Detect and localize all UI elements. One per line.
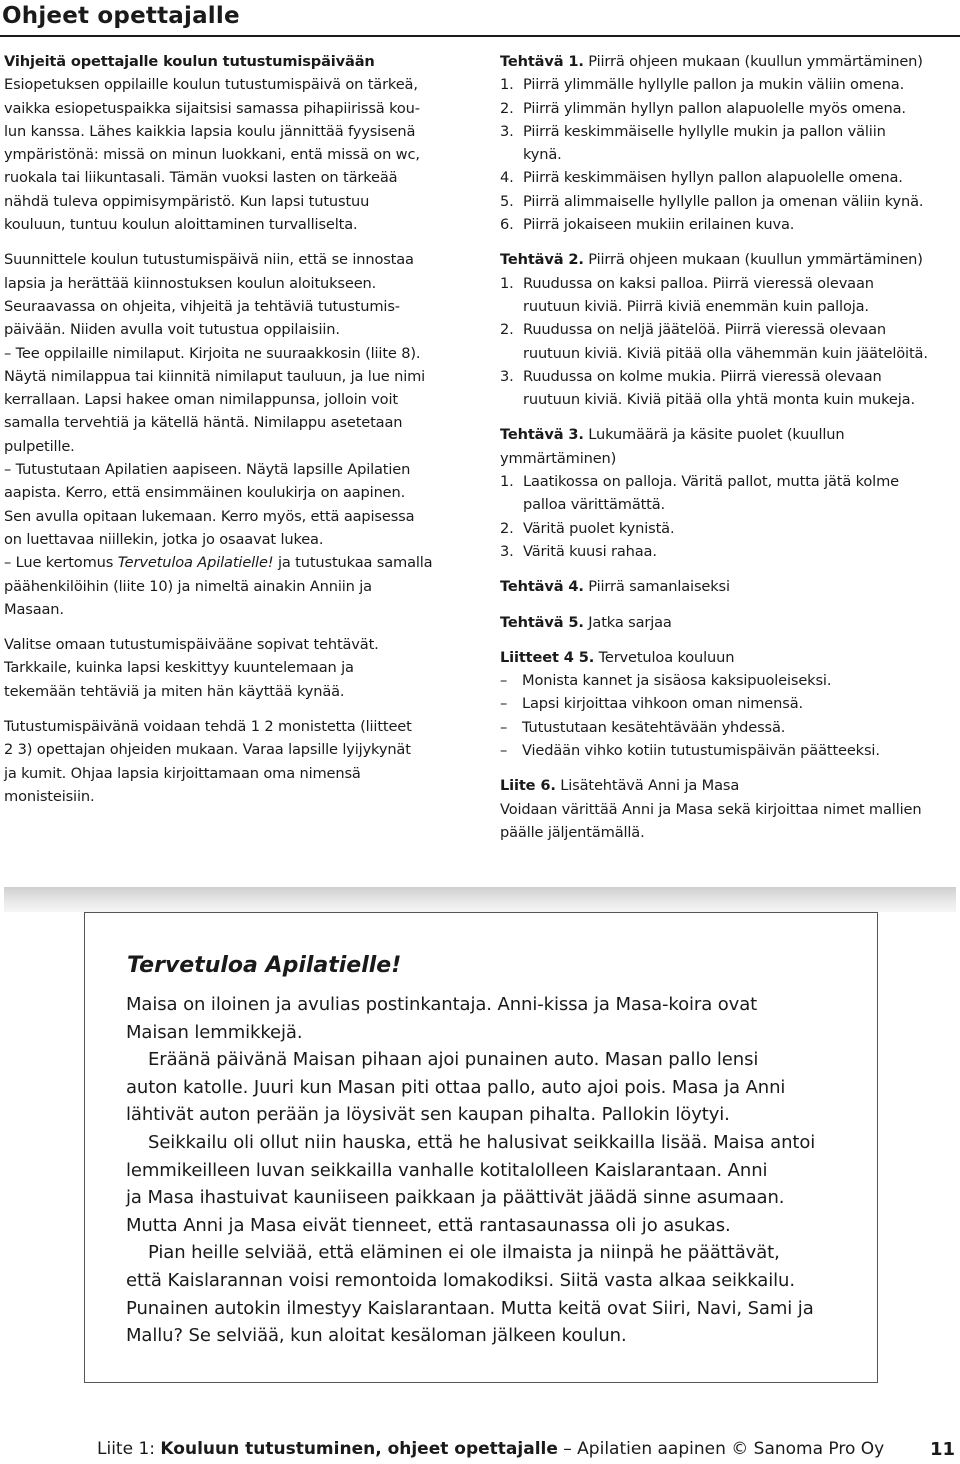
list-item-text: Ruudussa on kolme mukia. Piirrä vieressä olevaan [523,367,882,385]
list-item [500,692,958,715]
story-line: lemmikeilleen luvan seikkailla vanhalle kotitalolleen Kaislarantaan. Anni [126,1159,768,1181]
instructions-paragraph [4,248,484,551]
list-item-text: palloa värittämättä. [523,496,666,514]
text-line: lun kanssa. Lähes kaikkia lapsia koulu jännittää fyysisenä [4,122,416,140]
list-item [500,517,958,540]
story-box-shadow [4,887,956,912]
attachment-6-heading: Liite 6. Lisätehtävä Anni ja Masa [500,777,740,795]
text-line: on luettavaa niillekin, jotka jo osaavat lukea. [4,530,324,548]
task-5-heading: Tehtävä 5. Jatka sarjaa [500,613,672,631]
list-item [500,739,958,762]
attachment-4-5-heading: Liitteet 4 5. Tervetuloa kouluun [500,648,735,666]
list-item [500,669,958,692]
list-item-text: Viedään vihko kotiin tutustumispäivän päätteeksi. [522,742,880,760]
story-line: Mallu? Se selviää, kun aloitat kesäloman jälkeen koulun. [126,1325,627,1347]
dash-bullet: – [500,742,508,760]
text-line: – Tutustutaan Apilatien aapiseen. Näytä lapsille Apilatien [4,461,411,479]
text-line: pulpetille. [4,437,75,455]
text-line: ympäristönä: missä on minun luokkani, entä missä on wc, [4,146,420,164]
text-line: päivään. Niiden avulla voit tutustua oppilaisiin. [4,321,340,339]
text-line: – Tee oppilaille nimilaput. Kirjoita ne suuraakkosin (liite 8). [4,344,421,362]
story-title: Tervetuloa Apilatielle! [127,953,402,978]
list-item [500,716,958,739]
list-number: 1. [500,274,514,292]
list-item [500,213,958,236]
text-line: Valitse omaan tutustumispäivääne sopivat tehtävät. [4,636,379,654]
text-line: Suunnittele koulun tutustumispäivä niin, että se innostaa [4,251,414,269]
list-item-text: Ruudussa on neljä jäätelöä. Piirrä vieressä olevaan [523,321,886,339]
list-item-text: Tutustutaan kesätehtävään yhdessä. [522,718,786,736]
list-item [500,342,958,365]
text-line: Näytä nimilappua tai kiinnitä nimilaput tauluun, ja lue nimi [4,367,426,385]
list-number: 1. [500,473,514,491]
list-number: 2. [500,519,514,537]
list-number: 3. [500,542,514,560]
story-line: ja Masa ihastuivat kauniiseen paikkaan ja päättivät jäädä sinne asumaan. [126,1187,785,1209]
list-item-text: Monista kannet ja sisäosa kaksipuoleiseksi. [522,672,832,690]
list-number: 6. [500,216,514,234]
section-heading: Vihjeitä opettajalle koulun tutustumispäivään [4,53,375,70]
list-item [500,73,958,96]
story-title-ref: Tervetuloa Apilatielle! [117,554,274,572]
list-item-text: ruutuun kiviä. Kiviä pitää olla vähemmän kuin jäätelöitä. [523,344,928,362]
text-line: vaikka esiopetuspaikka sijaitsisi samassa pihapiirissä kou- [4,99,420,117]
list-item-text: Piirrä ylimmän hyllyn pallon alapuolelle myös omena. [523,99,906,117]
list-item-text: Piirrä alimmaiselle hyllylle pallon ja omenan väliin kynä. [523,192,924,210]
list-item-text: Piirrä ylimmälle hyllylle pallon ja mukin väliin omena. [523,76,905,94]
observation-paragraph [4,633,484,703]
left-column [4,50,484,808]
page-number: 11 [930,1439,956,1460]
task-1-list [500,73,958,236]
text-line: Masaan. [4,600,64,618]
list-item-text: ruutuun kiviä. Kiviä pitää olla yhtä monta kuin mukeja. [523,391,915,409]
text-line: kouluun, tuntuu koulun aloittaminen turvalliselta. [4,216,358,234]
task-3-heading-cont: ymmärtäminen) [500,449,617,467]
list-item [500,295,958,318]
list-number: 2. [500,321,514,339]
story-line: lähtivät auton perään ja löysivät sen kaupan pihalta. Pallokin löytyi. [126,1104,730,1126]
intro-paragraph [4,73,484,236]
list-item [500,120,958,143]
list-item [500,318,958,341]
list-item [500,166,958,189]
text-line: ja kumit. Ohjaa lapsia kirjoittamaan oma nimensä [4,764,361,782]
list-number: 3. [500,367,514,385]
text-line: lapsia ja herättää kiinnostuksen koulun aloitukseen. [4,274,377,292]
page-footer: Liite 1: Kouluun tutustuminen, ohjeet opettajalle – Apilatien aapinen © Sanoma Pro Oy [97,1439,885,1459]
list-item-text: kynä. [523,146,562,164]
text-line: kerrallaan. Lapsi hakee oman nimilappunsa, jolloin voit [4,391,398,409]
story-box [84,912,878,1383]
list-item-text: Lapsi kirjoittaa vihkoon oman nimensä. [522,695,803,713]
story-line: Eräänä päivänä Maisan pihaan ajoi punainen auto. Masan pallo lensi [148,1049,759,1071]
dash-bullet: – [500,718,508,736]
text-line: nähdä tuleva oppimisympäristö. Kun lapsi tutustuu [4,192,370,210]
list-item [500,388,958,411]
text-line: Esiopetuksen oppilaille koulun tutustumispäivä on tärkeä, [4,76,418,94]
dash-bullet: – [500,672,508,690]
list-item-text: Ruudussa on kaksi palloa. Piirrä vieressä olevaan [523,274,874,292]
list-item [500,493,958,516]
list-item [500,143,958,166]
list-item-text: Väritä puolet kynistä. [523,519,675,537]
text-line: ruokala tai liikuntasali. Tämän vuoksi lasten on tärkeää [4,169,398,187]
story-line: että Kaislarannan voisi remontoida lomakodiksi. Siitä vasta alkaa seikkailu. [126,1269,795,1291]
right-column [500,50,958,844]
instructions-paragraph-cont [4,575,484,622]
list-item-text: Piirrä keskimmäisen hyllyn pallon alapuolelle omena. [523,169,903,187]
task-3-list [500,470,958,563]
title-divider [0,35,960,37]
task-2-list [500,272,958,412]
text-line: Tarkkaile, kuinka lapsi keskittyy kuuntelemaan ja [4,659,354,677]
list-item [500,190,958,213]
text-line: tekemään tehtäviä ja miten hän käyttää kynää. [4,682,345,700]
text-line: samalla tervehtiä ja kätellä häntä. Nimilappu asetetaan [4,414,403,432]
list-number: 5. [500,192,514,210]
list-item [500,365,958,388]
list-item-text: Piirrä jokaiseen mukiin erilainen kuva. [523,216,795,234]
story-line: Pian heille selviää, että eläminen ei ole ilmaista ja niinpä he päättävät, [148,1242,780,1264]
story-line: Punainen autokin ilmestyy Kaislarantaan. Mutta keitä ovat Siiri, Navi, Sami ja [126,1297,814,1319]
attachment-6-text [500,798,958,845]
text-line: – Lue kertomus Tervetuloa Apilatielle! ja tutustukaa samalla [4,554,433,572]
story-line: Seikkailu oli ollut niin hauska, että he halusivat seikkailla lisää. Maisa antoi [148,1131,816,1153]
footer-title: Kouluun tutustuminen, ohjeet opettajalle [160,1439,558,1459]
list-item-text: Väritä kuusi rahaa. [523,542,657,560]
attachment-4-5-list [500,669,958,762]
story-line: auton katolle. Juuri kun Masan piti ottaa pallo, auto ajoi pois. Masa ja Anni [126,1076,786,1098]
list-item-text: Piirrä keskimmäiselle hyllylle mukin ja pallon väliin [523,122,886,140]
list-item-text: Laatikossa on palloja. Väritä pallot, mutta jätä kolme [523,473,899,491]
task-1-heading: Tehtävä 1. Piirrä ohjeen mukaan (kuullun ymmärtäminen) [500,53,923,70]
list-item [500,470,958,493]
text-line: päähenkilöihin (liite 10) ja nimeltä ainakin Anniin ja [4,577,372,595]
story-body [126,991,856,1350]
task-2-heading: Tehtävä 2. Piirrä ohjeen mukaan (kuullun ymmärtäminen) [500,251,923,269]
list-number: 4. [500,169,514,187]
task-4-heading: Tehtävä 4. Piirrä samanlaiseksi [500,578,730,596]
list-item [500,540,958,563]
page-title: Ohjeet opettajalle [2,3,240,29]
text-line: Tutustumispäivänä voidaan tehdä 1 2 monistetta (liitteet [4,718,412,736]
text-line: päälle jäljentämällä. [500,823,645,841]
text-line: monisteisiin. [4,787,95,805]
list-number: 3. [500,122,514,140]
text-line: Sen avulla opitaan lukemaan. Kerro myös, että aapisessa [4,507,415,525]
dash-bullet: – [500,695,508,713]
list-number: 2. [500,99,514,117]
text-line: aapista. Kerro, että ensimmäinen koulukirja on aapinen. [4,484,406,502]
list-item [500,272,958,295]
story-line: Maisan lemmikkejä. [126,1021,303,1043]
list-item-text: ruutuun kiviä. Piirrä kiviä enemmän kuin palloja. [523,297,869,315]
list-number: 1. [500,76,514,94]
text-line: Seuraavassa on ohjeita, vihjeitä ja tehtäviä tutustumis- [4,297,400,315]
story-line: Mutta Anni ja Masa eivät tienneet, että rantasaunassa oli jo asukas. [126,1214,731,1236]
worksheet-paragraph [4,715,484,808]
text-line: 2 3) opettajan ohjeiden mukaan. Varaa lapsille lyijykynät [4,741,411,759]
list-item [500,97,958,120]
story-line: Maisa on iloinen ja avulias postinkantaja. Anni-kissa ja Masa-koira ovat [126,994,758,1015]
text-line: Voidaan värittää Anni ja Masa sekä kirjoittaa nimet mallien [500,800,922,818]
task-3-heading: Tehtävä 3. Lukumäärä ja käsite puolet (kuullun [500,426,845,444]
